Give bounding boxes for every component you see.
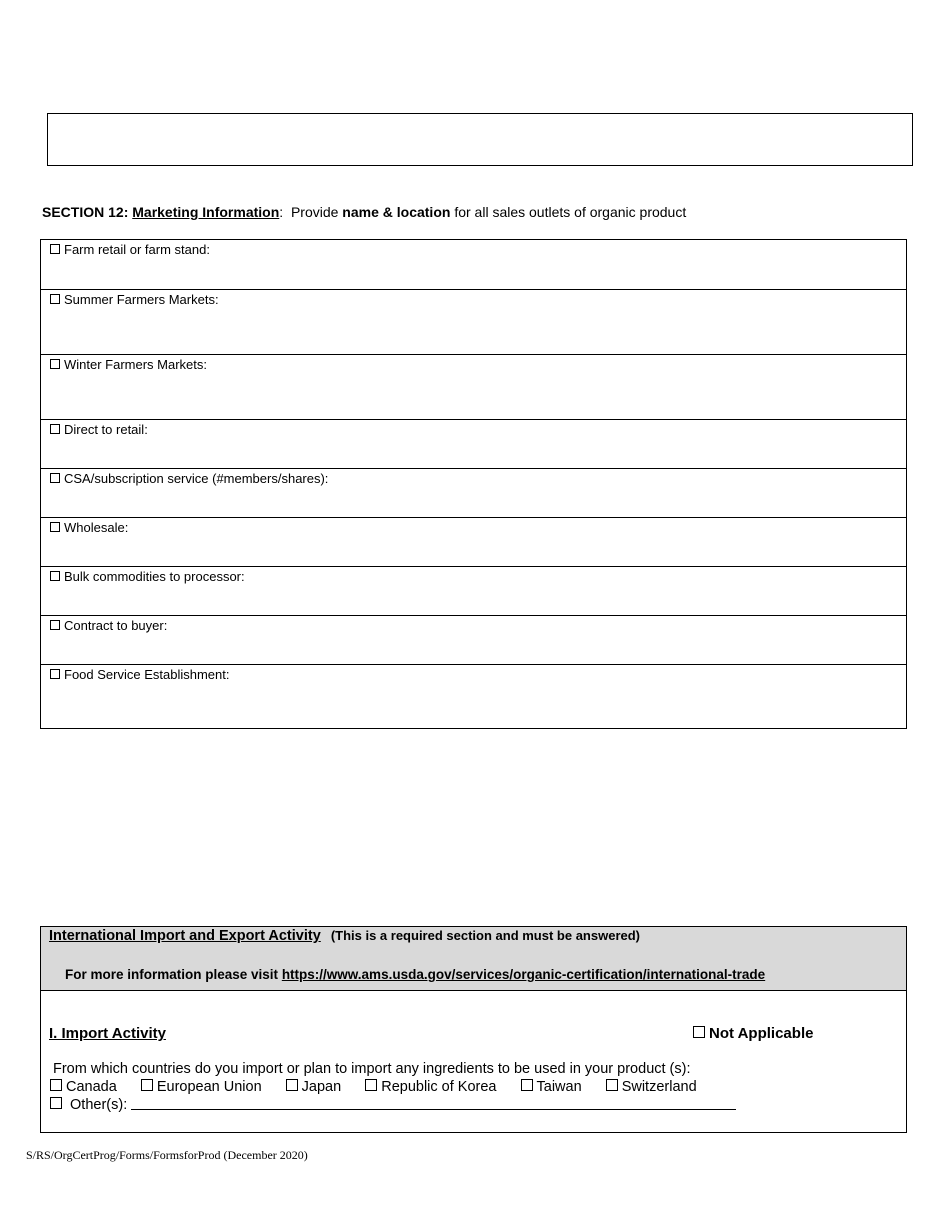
country-label: Taiwan bbox=[536, 1079, 582, 1095]
trade-link[interactable]: https://www.ams.usda.gov/services/organic-certification/international-trade bbox=[281, 967, 766, 982]
checkbox-icon[interactable] bbox=[141, 1079, 153, 1091]
marketing-row-winter-markets[interactable] bbox=[41, 355, 906, 420]
not-applicable-label: Not Applicable bbox=[709, 1025, 814, 1042]
international-header bbox=[41, 927, 906, 991]
country-option-japan[interactable] bbox=[286, 1079, 342, 1095]
international-section bbox=[40, 926, 907, 1133]
marketing-row-food-service[interactable] bbox=[41, 665, 906, 728]
international-title-text: International Import and Export Activity bbox=[49, 928, 321, 944]
checkbox-icon[interactable] bbox=[50, 620, 60, 630]
row-label: Direct to retail: bbox=[64, 422, 148, 437]
country-option-korea[interactable] bbox=[365, 1079, 496, 1095]
checkbox-icon[interactable] bbox=[50, 244, 60, 254]
row-label: Summer Farmers Markets: bbox=[64, 292, 219, 307]
checkbox-icon[interactable] bbox=[50, 669, 60, 679]
country-option-canada[interactable] bbox=[50, 1079, 117, 1095]
required-note: (This is a required section and must be answered) bbox=[330, 928, 641, 943]
other-country-option[interactable] bbox=[50, 1097, 736, 1113]
marketing-row-csa[interactable] bbox=[41, 469, 906, 518]
checkbox-icon[interactable] bbox=[50, 1079, 62, 1091]
row-label: Food Service Establishment: bbox=[64, 667, 230, 682]
row-label: Bulk commodities to processor: bbox=[64, 569, 245, 584]
checkbox-icon[interactable] bbox=[50, 424, 60, 434]
marketing-row-summer-markets[interactable] bbox=[41, 290, 906, 355]
import-question: From which countries do you import or plan to import any ingredients to be used in your product (s): bbox=[53, 1061, 691, 1077]
country-label: European Union bbox=[156, 1079, 262, 1095]
checkbox-icon[interactable] bbox=[50, 473, 60, 483]
more-info bbox=[65, 967, 765, 982]
checkbox-icon[interactable] bbox=[521, 1079, 533, 1091]
section-number: SECTION 12: bbox=[42, 204, 129, 220]
not-applicable-option[interactable] bbox=[693, 1025, 813, 1042]
country-option-switzerland[interactable] bbox=[606, 1079, 697, 1095]
checkbox-icon[interactable] bbox=[50, 359, 60, 369]
checkbox-icon[interactable] bbox=[50, 522, 60, 532]
checkbox-icon[interactable] bbox=[365, 1079, 377, 1091]
marketing-row-wholesale[interactable] bbox=[41, 518, 906, 567]
country-options bbox=[50, 1079, 717, 1095]
row-label: Contract to buyer: bbox=[64, 618, 168, 633]
row-label: Wholesale: bbox=[64, 520, 129, 535]
section-name: Marketing Information bbox=[132, 204, 280, 220]
section-12-title bbox=[42, 204, 686, 220]
country-label: Canada bbox=[66, 1079, 117, 1095]
marketing-row-farm-retail[interactable] bbox=[41, 240, 906, 290]
checkbox-icon[interactable] bbox=[50, 1097, 62, 1109]
marketing-row-contract[interactable] bbox=[41, 616, 906, 665]
more-info-text: For more information please visit bbox=[65, 967, 279, 982]
import-activity-title: I. Import Activity bbox=[49, 1025, 166, 1042]
country-option-eu[interactable] bbox=[141, 1079, 262, 1095]
country-option-taiwan[interactable] bbox=[521, 1079, 582, 1095]
checkbox-icon[interactable] bbox=[606, 1079, 618, 1091]
marketing-row-bulk[interactable] bbox=[41, 567, 906, 616]
checkbox-icon[interactable] bbox=[50, 294, 60, 304]
country-label: Republic of Korea bbox=[381, 1079, 497, 1095]
section-text-before: Provide bbox=[290, 204, 339, 220]
other-country-input[interactable] bbox=[131, 1097, 736, 1110]
section-text-after: for all sales outlets of organic product bbox=[454, 204, 687, 220]
blank-response-box[interactable] bbox=[47, 113, 913, 166]
checkbox-icon[interactable] bbox=[286, 1079, 298, 1091]
country-label: Japan bbox=[301, 1079, 342, 1095]
other-label: Other(s): bbox=[70, 1097, 128, 1113]
row-label: Farm retail or farm stand: bbox=[64, 242, 210, 257]
row-label: CSA/subscription service (#members/shares): bbox=[64, 471, 329, 486]
form-footer: S/RS/OrgCertProg/Forms/FormsforProd (December 2020) bbox=[26, 1148, 308, 1162]
checkbox-icon[interactable] bbox=[693, 1026, 705, 1038]
section-bold-phrase: name & location bbox=[342, 204, 451, 220]
country-label: Switzerland bbox=[621, 1079, 697, 1095]
section-colon: : bbox=[279, 204, 284, 220]
marketing-table bbox=[40, 239, 907, 729]
row-label: Winter Farmers Markets: bbox=[64, 357, 208, 372]
checkbox-icon[interactable] bbox=[50, 571, 60, 581]
international-title bbox=[49, 928, 640, 944]
marketing-row-direct-retail[interactable] bbox=[41, 420, 906, 469]
